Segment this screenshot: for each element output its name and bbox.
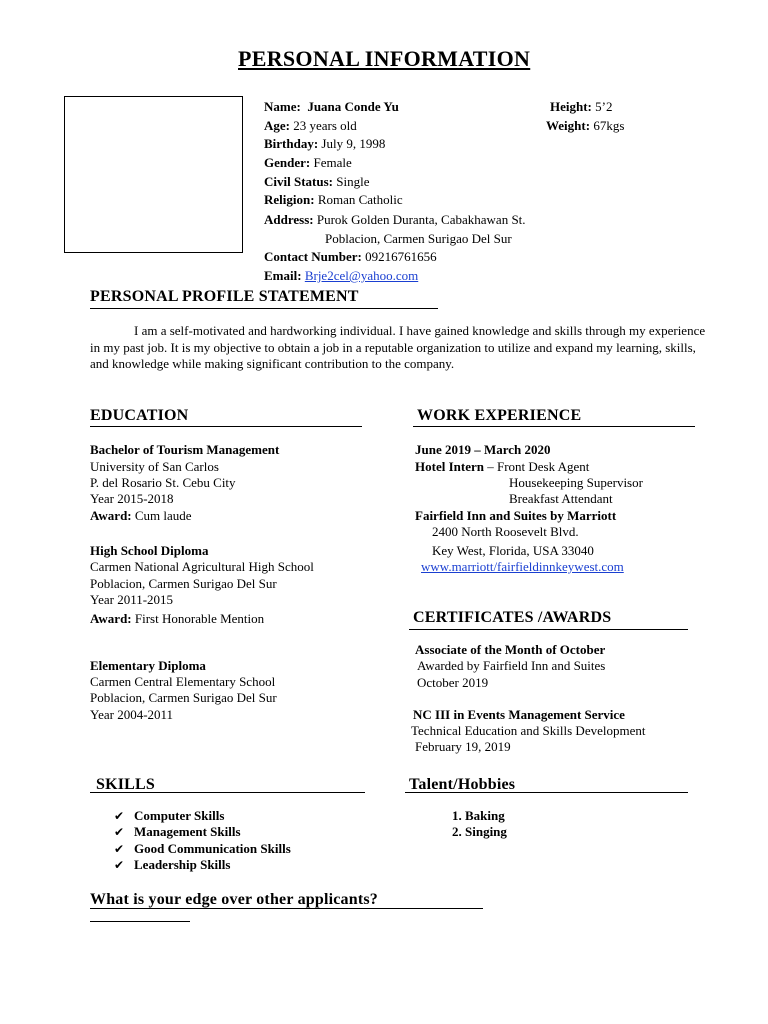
certificates-heading: CERTIFICATES /AWARDS [413,609,612,626]
email-label: Email: [264,268,302,283]
name-value: Juana Conde Yu [307,99,399,114]
profile-heading: PERSONAL PROFILE STATEMENT [90,288,359,305]
hs-award-value: First Honorable Mention [134,611,265,626]
civil-status-value: Single [336,174,370,189]
profile-statement: I am a self-motivated and hardworking individual. I have gained knowledge and skills through my experience in my past job. It is my objective to obtain a job in a reputable organization to utilize and expand my learning, skills, and knowledge while making significant contribution to the company. [90,323,706,371]
skill-item [114,841,291,857]
skills-heading: SKILLS [96,776,156,793]
civil-status-line [264,174,369,190]
skills-heading-rule [90,792,365,793]
hobby-item: 1. Baking [452,808,505,823]
birthday-label: Birthday: [264,136,319,151]
gender-value: Female [313,155,352,170]
email-line [264,268,418,284]
address-value-line1: Purok Golden Duranta, Cabakhawan St. [316,212,526,227]
award1-by: Awarded by Fairfield Inn and Suites [417,658,606,673]
civil-status-label: Civil Status: [264,174,333,189]
edge-question: What is your edge over other applicants? [90,891,379,908]
height-line [550,99,612,115]
contact-line [264,249,437,265]
age-label: Age: [264,118,290,133]
work-company-link[interactable]: www.marriott/fairfieldinnkeywest.com [421,559,624,574]
work-role-housekeeping: Housekeeping Supervisor [509,475,643,490]
height-label: Height: [550,99,592,114]
birthday-line [264,136,385,152]
hobby-item: 2. Singing [452,824,507,839]
contact-label: Contact Number: [264,249,362,264]
college-award-value: Cum laude [134,508,192,523]
work-company-address1: 2400 North Roosevelt Blvd. [432,524,579,539]
college-year: Year 2015-2018 [90,491,174,506]
address-label: Address: [264,212,314,227]
checkmark-icon: ✔ [114,858,125,872]
elem-school: Carmen Central Elementary School [90,674,276,689]
hobbies-heading-rule [405,792,688,793]
gender-line [264,155,352,171]
college-address: P. del Rosario St. Cebu City [90,475,236,490]
college-award [90,508,192,524]
birthday-value: July 9, 1998 [321,136,386,151]
weight-label: Weight: [546,118,591,133]
college-school: University of San Carlos [90,459,219,474]
award1-date: October 2019 [417,675,489,690]
name-line [264,99,399,115]
elem-year: Year 2004-2011 [90,707,174,722]
work-position-value: – Front Desk Agent [483,459,590,474]
religion-line [264,192,403,208]
elem-degree: Elementary Diploma [90,658,206,673]
college-degree: Bachelor of Tourism Management [90,442,280,457]
address-value-line2: Poblacion, Carmen Surigao Del Sur [325,231,512,246]
skill-label: Management Skills [134,824,241,839]
checkmark-icon: ✔ [114,842,125,856]
address-line [264,212,526,228]
weight-line [546,118,624,134]
work-role-breakfast: Breakfast Attendant [509,491,613,506]
hs-award-label: Award: [90,611,132,626]
award1-title: Associate of the Month of October [415,642,606,657]
height-value: 5’2 [595,99,613,114]
work-heading: WORK EXPERIENCE [417,407,582,424]
age-line [264,118,357,134]
skill-label: Good Communication Skills [134,841,291,856]
page-title: PERSONAL INFORMATION [238,46,531,71]
gender-label: Gender: [264,155,311,170]
education-heading: EDUCATION [90,407,189,424]
profile-heading-rule [90,308,438,309]
hs-address: Poblacion, Carmen Surigao Del Sur [90,576,277,591]
name-label: Name: [264,99,301,114]
hs-degree: High School Diploma [90,543,209,558]
religion-value: Roman Catholic [317,192,403,207]
skill-label: Computer Skills [134,808,225,823]
skill-item [114,824,241,840]
skill-item [114,857,230,873]
religion-label: Religion: [264,192,315,207]
work-company-address2: Key West, Florida, USA 33040 [432,543,594,558]
hobbies-heading: Talent/Hobbies [409,776,516,793]
age-value: 23 years old [293,118,357,133]
skill-item [114,808,224,824]
hs-school: Carmen National Agricultural High School [90,559,314,574]
contact-value: 09216761656 [365,249,437,264]
award2-title: NC III in Events Management Service [413,707,625,722]
work-position-label: Hotel Intern [415,459,484,474]
email-link[interactable]: Brje2cel@yahoo.com [304,268,419,283]
certificates-heading-rule [409,629,688,630]
weight-value: 67kgs [593,118,625,133]
skill-label: Leadership Skills [134,857,231,872]
edge-answer-line [90,921,190,922]
college-award-label: Award: [90,508,132,523]
checkmark-icon: ✔ [114,809,125,823]
photo-placeholder [64,96,243,253]
elem-address: Poblacion, Carmen Surigao Del Sur [90,690,277,705]
work-period: June 2019 – March 2020 [415,442,551,457]
work-company: Fairfield Inn and Suites by Marriott [415,508,617,523]
award2-date: February 19, 2019 [415,739,511,754]
work-heading-rule [413,426,695,427]
award2-by: Technical Education and Skills Development [411,723,646,738]
edge-question-rule [90,908,483,909]
checkmark-icon: ✔ [114,825,125,839]
education-heading-rule [90,426,362,427]
hs-award [90,611,264,627]
work-position [415,459,589,475]
hs-year: Year 2011-2015 [90,592,174,607]
